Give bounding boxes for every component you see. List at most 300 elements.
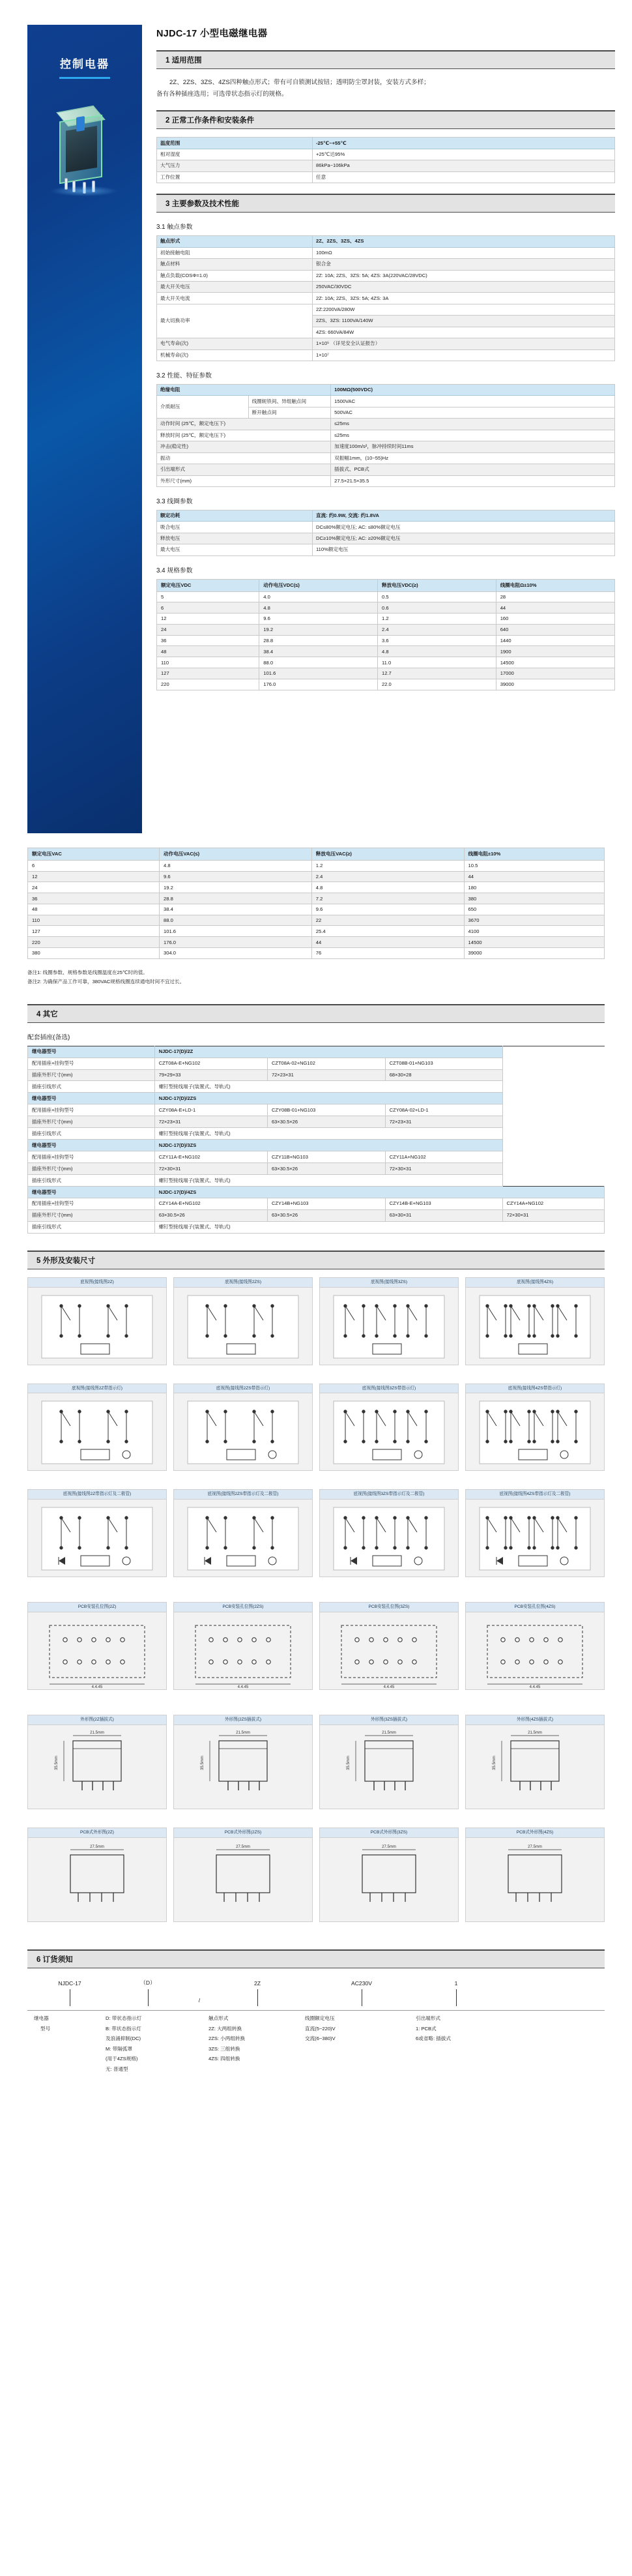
drawing-caption: 底视图(接线图2ZS带指示灯)	[174, 1384, 312, 1394]
cell-value: 22	[311, 915, 464, 926]
drawing-figure	[466, 1288, 604, 1365]
cell-value: 72×30×31	[154, 1163, 267, 1175]
cell-value: 110	[28, 915, 160, 926]
cell-value: 12.7	[378, 668, 496, 679]
drawing-row	[27, 1828, 605, 1922]
cell-value: 2.4	[311, 871, 464, 882]
cell-value: 0.6	[378, 602, 496, 614]
cell-value: 直流: 约0.9W, 交流: 约1.8VA	[313, 510, 615, 521]
column-header: 线圈电阻±10%	[464, 848, 604, 861]
drawing-caption: 底视图(接线图3ZS带指示灯)	[320, 1384, 458, 1394]
cell-key: 最大开关电流	[157, 293, 313, 304]
column-header: 动作电压VAC(≤)	[160, 848, 312, 861]
drawing-cell	[27, 1602, 167, 1690]
drawing-figure	[466, 1725, 604, 1809]
order-code-leader-line	[257, 1989, 258, 2006]
drawing-cell	[319, 1277, 459, 1365]
cell-value: CZY14B-E+NG103	[385, 1198, 502, 1209]
hero-title: 控制电器	[60, 58, 109, 70]
drawing-caption: PCB安装孔位图(3ZS)	[320, 1603, 458, 1612]
order-legend-title: 线圈额定电压	[305, 2015, 335, 2022]
drawing-caption: 外形图(3ZS插拔式)	[320, 1715, 458, 1725]
drawing-caption: 底视图(接线图3ZS)	[320, 1278, 458, 1288]
cell-key: 配用插座+挂钩型号	[28, 1058, 155, 1069]
order-legend-item: 2Z: 大两组转换	[208, 2025, 242, 2032]
column-header: 释放电压VAC(≥)	[311, 848, 464, 861]
drawing-row-spacer	[27, 1365, 605, 1376]
ac-specification-table	[27, 848, 605, 959]
table-row	[157, 419, 615, 430]
table-row	[157, 452, 615, 464]
table-row	[157, 304, 615, 315]
cell-key: 继电器型号	[28, 1093, 155, 1104]
cell-value: 180	[464, 882, 604, 893]
drawing-cell	[173, 1277, 313, 1365]
cell-value: 28.8	[160, 893, 312, 904]
cell-value: 螺钉型接线端子(装置式、导轨式)	[154, 1128, 502, 1140]
cell-value: 1×10⁷	[313, 349, 615, 361]
drawing-caption: 外形图(2Z插拔式)	[28, 1715, 166, 1725]
cell-value: 640	[496, 624, 614, 635]
table-row	[28, 1198, 605, 1209]
drawing-row	[27, 1715, 605, 1809]
cell-key: 动作时间 (25℃，额定电压下)	[157, 419, 331, 430]
cell-key: 插座引线形式	[28, 1128, 155, 1140]
cell-value: CZY14A-E+NG102	[154, 1198, 267, 1209]
drawing-caption: 底视图(接线图2Z带指示灯)	[28, 1384, 166, 1394]
cell-value: 176.0	[160, 937, 312, 948]
cell-value: 38.4	[160, 904, 312, 915]
cell-value: 160	[496, 614, 614, 625]
drawing-cell	[173, 1715, 313, 1809]
cell-key: 配用插座+挂钩型号	[28, 1198, 155, 1209]
table-row	[157, 247, 615, 258]
table-row	[28, 1128, 605, 1140]
table-row	[28, 893, 605, 904]
table-row	[157, 441, 615, 452]
cell-value: 250VAC/30VDC	[313, 281, 615, 292]
relay-reflection	[50, 186, 118, 196]
cell-value: 1900	[496, 646, 614, 657]
section-4-header: 4 其它	[27, 1004, 605, 1023]
svg-text:35.5mm: 35.5mm	[201, 1756, 205, 1771]
drawing-figure	[28, 1612, 166, 1689]
cell-key: 触点材料	[157, 259, 313, 270]
drawing-cell	[319, 1715, 459, 1809]
cell-value: 加速度100m/s²，脉冲持续时间11ms	[331, 441, 615, 452]
cell-value: ≤25ms	[331, 430, 615, 441]
drawing-caption: 底视图(接线图4ZS带指示灯及二极管)	[466, 1490, 604, 1500]
top-area	[0, 0, 632, 833]
table-row	[157, 293, 615, 304]
cell-value: 4.8	[311, 882, 464, 893]
cell-subkey: 线圈轭铁间、异组触点间	[248, 396, 331, 407]
cell-key: 大气压力	[157, 160, 313, 171]
cell-key: 温度范围	[157, 138, 313, 149]
drawing-row	[27, 1489, 605, 1577]
svg-text:4.4.45: 4.4.45	[529, 1685, 541, 1690]
table-row	[28, 1116, 605, 1128]
cell-value: 500VAC	[331, 407, 615, 418]
table-row	[157, 396, 615, 407]
drawing-row-spacer	[27, 1922, 605, 1932]
cell-value: 9.6	[311, 904, 464, 915]
order-legend-column-1	[106, 2013, 208, 2074]
order-code-value: NJDC-17	[58, 1980, 81, 1987]
socket-model-row	[28, 1046, 605, 1058]
relay-product-image	[49, 113, 121, 198]
drawing-cell	[319, 1602, 459, 1690]
table-row	[28, 937, 605, 948]
cell-value: 110%额定电压	[313, 544, 615, 555]
cell-key: 继电器型号	[28, 1186, 155, 1198]
cell-value: 72×23×31	[385, 1116, 502, 1128]
drawing-cell	[319, 1828, 459, 1922]
section-4-block	[0, 1004, 632, 1234]
cell-value: 27.5×21.5×35.5	[331, 475, 615, 486]
cell-value: 银合金	[313, 259, 615, 270]
table-row	[28, 1069, 605, 1081]
cell-value: 2Z、2ZS、3ZS、4ZS	[313, 236, 615, 247]
table-row	[28, 882, 605, 893]
cell-value: 4.8	[378, 646, 496, 657]
drawing-figure	[28, 1393, 166, 1470]
cell-key: 插座外形尺寸(mm)	[28, 1116, 155, 1128]
table-row	[157, 544, 615, 555]
column-header: 释放电压VDC(≥)	[378, 579, 496, 591]
order-legend-item: 3ZS: 三组转换	[208, 2045, 240, 2052]
cell-value: 101.6	[259, 668, 378, 679]
table-row	[28, 1104, 605, 1116]
table-row	[157, 464, 615, 475]
cell-value: 72×30×31	[385, 1163, 502, 1175]
order-code-value: /	[198, 1997, 201, 2004]
cell-key: 最大电压	[157, 544, 313, 555]
drawing-figure	[466, 1393, 604, 1470]
ordering-divider	[27, 2010, 605, 2011]
drawing-cell	[27, 1715, 167, 1809]
drawing-cell	[465, 1277, 605, 1365]
cell-value: 4ZS: 660VA/84W	[313, 327, 615, 338]
cell-value: 0.5	[378, 591, 496, 602]
ac-table-block	[0, 848, 632, 987]
table-row	[157, 679, 615, 690]
relay-test-button	[76, 116, 85, 132]
table-row	[28, 1058, 605, 1069]
cell-key: 插座外形尺寸(mm)	[28, 1163, 155, 1175]
table-row	[157, 385, 615, 396]
table-row	[28, 1151, 605, 1163]
cell-key: 释放电压	[157, 533, 313, 544]
table-row	[157, 349, 615, 361]
drawing-caption: 底视图(接线图2ZS带指示灯及二极管)	[174, 1490, 312, 1500]
table-row	[157, 430, 615, 441]
order-legend-title: 引出端形式	[416, 2015, 440, 2022]
order-legend-column-0	[34, 2013, 106, 2074]
section-5-block	[0, 1251, 632, 1932]
drawing-cell	[465, 1715, 605, 1809]
drawing-figure	[466, 1838, 604, 1921]
table-row	[157, 533, 615, 544]
order-code-value: 1	[454, 1980, 458, 1987]
drawings-container	[27, 1277, 605, 1932]
column-header: 额定电压VAC	[28, 848, 160, 861]
socket-model-row	[28, 1093, 605, 1104]
drawing-figure	[174, 1500, 312, 1577]
drawing-figure	[320, 1500, 458, 1577]
table-row	[157, 270, 615, 281]
column-header: 额定电压VDC	[157, 579, 259, 591]
cell-value: 9.6	[160, 871, 312, 882]
cell-value: CZT08A-02+NG102	[267, 1058, 385, 1069]
table-row	[157, 259, 615, 270]
drawing-row-spacer	[27, 1809, 605, 1820]
cell-value: 86kPa~106kPa	[313, 160, 615, 171]
cell-key: 配用插座+挂钩型号	[28, 1104, 155, 1116]
socket-model-row	[28, 1186, 605, 1198]
cell-value: 39000	[496, 679, 614, 690]
cell-value: DC≥10%额定电压; AC: ≥20%额定电压	[313, 533, 615, 544]
note-2: 备注2: 为确保产品工作可靠，380VAC规格线圈连续通电时间不宜过长。	[27, 979, 185, 985]
cell-value: 12	[28, 871, 160, 882]
cell-value: 38.4	[259, 646, 378, 657]
cell-value: 44	[496, 602, 614, 614]
cell-value: 24	[157, 624, 259, 635]
cell-value: 28.8	[259, 635, 378, 646]
drawing-caption: 外形图(4ZS插拔式)	[466, 1715, 604, 1725]
table-row	[28, 1209, 605, 1221]
drawing-caption: PCB安装孔位图(2ZS)	[174, 1603, 312, 1612]
cell-value: 48	[28, 904, 160, 915]
cell-value: 1.2	[378, 614, 496, 625]
cell-value: 63×30×31	[385, 1209, 502, 1221]
cell-key: 初始接触电阻	[157, 247, 313, 258]
cell-value: CZY08B-01+NG103	[267, 1104, 385, 1116]
cell-value: +25℃达95%	[313, 149, 615, 160]
cell-value: 650	[464, 904, 604, 915]
cell-value: 88.0	[259, 657, 378, 668]
order-legend-item: 无: 普通型	[106, 2065, 128, 2072]
right-column	[142, 0, 632, 690]
cell-value: 2ZS、3ZS: 1100VA/140W	[313, 316, 615, 327]
table-row	[157, 646, 615, 657]
cell-value: 19.2	[160, 882, 312, 893]
cell-key: 释放时间 (25℃，额定电压下)	[157, 430, 331, 441]
table-row	[28, 915, 605, 926]
cell-value: 48	[157, 646, 259, 657]
section-3-4-title: 3.4 规格参数	[156, 567, 193, 574]
order-legend-title: 触点形式	[208, 2015, 229, 2022]
cell-value: 4.0	[259, 591, 378, 602]
cell-value: 25.4	[311, 926, 464, 937]
cell-value: 176.0	[259, 679, 378, 690]
table-row	[157, 138, 615, 149]
cell-value: CZY11B+NG103	[267, 1151, 385, 1163]
cell-value: 100mΩ	[313, 247, 615, 258]
cell-value: 380	[464, 893, 604, 904]
cell-value: -25℃~+55℃	[313, 138, 615, 149]
hero-panel	[27, 25, 142, 833]
order-code-segment-4	[306, 1980, 417, 2006]
cell-value: 4100	[464, 926, 604, 937]
table-row	[157, 510, 615, 521]
table-row	[157, 171, 615, 183]
order-code-value: （D）	[140, 1979, 156, 1987]
table-row	[28, 1174, 605, 1186]
svg-text:21.5mm: 21.5mm	[90, 1731, 104, 1736]
cell-key: 触点负载(COSΦ=1.0)	[157, 270, 313, 281]
cell-value: 螺钉型接线端子(装置式、导轨式)	[154, 1081, 502, 1093]
drawing-cell	[173, 1828, 313, 1922]
table-row	[28, 871, 605, 882]
cell-key: 绝缘电阻	[157, 385, 331, 396]
cell-key: 插座引线形式	[28, 1174, 155, 1186]
cell-key: 最大切换功率	[157, 304, 313, 338]
order-legend-title-2: 型号	[40, 2025, 51, 2032]
table-row	[157, 668, 615, 679]
order-legend-item: M: 带隔弧罩	[106, 2045, 132, 2052]
drawing-figure	[320, 1838, 458, 1921]
cell-value: 44	[311, 937, 464, 948]
cell-value: 2Z:2200VA/280W	[313, 304, 615, 315]
drawing-caption: 底视图(接线图4ZS带指示灯)	[466, 1384, 604, 1394]
operating-conditions-table	[156, 137, 615, 183]
cell-key: 继电器型号	[28, 1046, 155, 1058]
table-row	[157, 602, 615, 614]
order-legend-item: 1: PCB式	[416, 2025, 437, 2032]
cell-value: NJDC-17(D)/2Z	[154, 1046, 502, 1058]
cell-key: 振动	[157, 452, 331, 464]
svg-text:21.5mm: 21.5mm	[528, 1731, 542, 1736]
section-4-subtitle: 配套插座(备选)	[27, 1033, 70, 1041]
table-row	[157, 338, 615, 349]
cell-value: CZY14B+NG103	[267, 1198, 385, 1209]
cell-value: CZY14A+NG102	[502, 1198, 604, 1209]
dc-specification-table	[156, 579, 615, 690]
drawing-figure	[320, 1288, 458, 1365]
svg-text:21.5mm: 21.5mm	[236, 1731, 250, 1736]
cell-value: 14500	[464, 937, 604, 948]
drawing-figure	[174, 1393, 312, 1470]
cell-value: CZY08A-02+LD-1	[385, 1104, 502, 1116]
svg-text:27.5mm: 27.5mm	[528, 1845, 542, 1850]
cell-value: 76	[311, 948, 464, 959]
cell-value: 110	[157, 657, 259, 668]
order-code-leader-line	[148, 1989, 149, 2006]
cell-value: 380	[28, 948, 160, 959]
cell-value: 72×30×31	[502, 1209, 604, 1221]
drawing-figure	[174, 1288, 312, 1365]
cell-value: 任意	[313, 171, 615, 183]
drawing-cell	[465, 1384, 605, 1472]
cell-key: 配用插座+挂钩型号	[28, 1151, 155, 1163]
section-6-block	[0, 1949, 632, 2074]
table-row	[157, 236, 615, 247]
cell-key: 额定功耗	[157, 510, 313, 521]
svg-text:35.5mm: 35.5mm	[493, 1756, 496, 1771]
drawing-caption: 底视图(接线图4ZS)	[466, 1278, 604, 1288]
order-code-segment-0	[34, 1980, 106, 2006]
drawing-cell	[27, 1277, 167, 1365]
drawing-figure	[174, 1612, 312, 1689]
cell-value: 9.6	[259, 614, 378, 625]
cell-value: 72×23×31	[154, 1116, 267, 1128]
cell-key: 机械寿命(次)	[157, 349, 313, 361]
section-1-header: 1 适用范围	[156, 50, 615, 69]
drawing-cell	[319, 1384, 459, 1472]
cell-value: 双振幅1mm，(10~55)Hz	[331, 452, 615, 464]
cell-value: 2Z: 10A; 2ZS、3ZS: 5A; 4ZS: 3A	[313, 293, 615, 304]
table-row	[28, 926, 605, 937]
coil-parameters-table	[156, 510, 615, 556]
cell-key: 插座外形尺寸(mm)	[28, 1209, 155, 1221]
table-row	[157, 614, 615, 625]
order-legend-title: D: 带状态指示灯	[106, 2015, 142, 2022]
drawing-figure	[320, 1612, 458, 1689]
hero-underline	[59, 77, 110, 79]
cell-value: 68×30×28	[385, 1069, 502, 1081]
section-3-3-title: 3.3 线圈参数	[156, 497, 193, 505]
drawing-caption: 外形图(2ZS插拔式)	[174, 1715, 312, 1725]
order-code-value: AC230V	[351, 1980, 372, 1987]
cell-value: CZY08A-E+LD-1	[154, 1104, 267, 1116]
cell-value: 螺钉型接线端子(装置式、导轨式)	[154, 1221, 604, 1233]
cell-value: 2Z: 10A; 2ZS、3ZS: 5A; 4ZS: 3A(220VAC/28VDC)	[313, 270, 615, 281]
drawing-figure	[466, 1500, 604, 1577]
drawing-cell	[27, 1828, 167, 1922]
drawing-figure	[28, 1500, 166, 1577]
table-row	[157, 591, 615, 602]
section-2-header: 2 正常工作条件和安装条件	[156, 110, 615, 129]
section-3-header: 3 主要参数及技术性能	[156, 194, 615, 213]
table-row	[157, 149, 615, 160]
cell-value: 39000	[464, 948, 604, 959]
order-code-segment-3	[208, 1980, 306, 2006]
note-1: 备注1: 线圈参数、规格参数是线圈温度在25℃时的值。	[27, 969, 148, 975]
order-legend-item: 交流(6~380)V	[305, 2036, 336, 2042]
performance-parameters-table	[156, 384, 615, 487]
drawing-cell	[465, 1489, 605, 1577]
drawing-row-spacer	[27, 1690, 605, 1707]
drawing-cell	[465, 1828, 605, 1922]
cell-value: 6	[28, 860, 160, 871]
cell-value: 1×10⁵ （详见安全认证报告）	[313, 338, 615, 349]
svg-text:21.5mm: 21.5mm	[382, 1731, 396, 1736]
order-legend-column-4	[416, 2013, 494, 2074]
cell-key: 外形尺寸(mm)	[157, 475, 331, 486]
drawing-caption: 底视图(接线图2Z带指示灯及二极管)	[28, 1490, 166, 1500]
cell-value: NJDC-17(D)/4ZS	[154, 1186, 604, 1198]
table-row	[157, 475, 615, 486]
cell-key: 介质耐压	[157, 396, 249, 419]
drawing-figure	[174, 1725, 312, 1809]
cell-key: 工作位置	[157, 171, 313, 183]
order-code-segment-2	[190, 1997, 208, 2006]
order-legend-item: 及浪涌抑制(DC)	[106, 2036, 141, 2042]
cell-value: 1440	[496, 635, 614, 646]
cell-key: 引出端形式	[157, 464, 331, 475]
cell-key: 插座引线形式	[28, 1081, 155, 1093]
cell-value: 3.6	[378, 635, 496, 646]
order-code-value: 2Z	[253, 1980, 261, 1987]
section-1-body	[156, 77, 615, 100]
cell-value: CZT08A-E+NG102	[154, 1058, 267, 1069]
order-legend-item: B: 带状态指示灯	[106, 2025, 141, 2032]
cell-value: 7.2	[311, 893, 464, 904]
order-legend-item: 4ZS: 四组转换	[208, 2056, 240, 2062]
cell-value: 44	[464, 871, 604, 882]
drawing-cell	[465, 1602, 605, 1690]
